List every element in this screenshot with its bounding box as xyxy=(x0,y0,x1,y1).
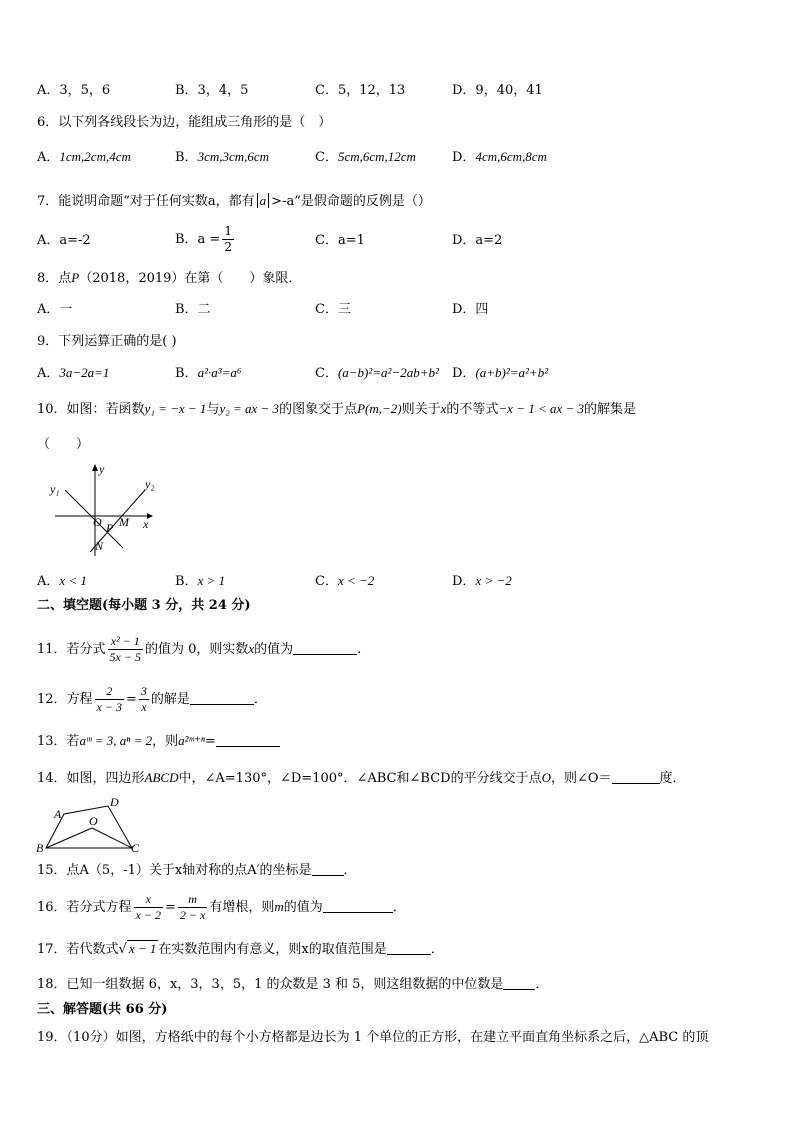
sqrt-expression: √ x − 1 xyxy=(118,941,157,957)
fig-label-y2: y₂ xyxy=(145,477,155,491)
q7-stem: 7．能说明命题“对于任何实数a，都有 a >-a”是假命题的反例是（） xyxy=(37,193,431,209)
q14: 14．如图，四边形ABCD中，∠A=130°，∠D=100°．∠ABC和∠BCD的平分线交于点O，则∠O＝ 度． xyxy=(37,770,686,786)
q13-answer-blank[interactable] xyxy=(216,733,280,747)
q14-answer-blank[interactable] xyxy=(612,770,660,784)
q9-option-c: C．(a−b)²=a²−2ab+b² xyxy=(315,365,439,381)
q10-option-b: B．x > 1 xyxy=(175,573,226,589)
fig-label-x: x xyxy=(143,517,149,531)
q8-option-c: C．三 xyxy=(315,302,351,317)
q10-figure xyxy=(45,460,160,560)
q12: 12．方程 $\frac{2}{x - 3}$ = $\frac{3}{x}$ 的解是 ． xyxy=(37,684,267,714)
fig-label-o: O xyxy=(89,814,98,828)
q5-option-d: D．9，40，41 xyxy=(452,83,543,98)
q11-answer-blank[interactable] xyxy=(293,641,357,655)
q13: 13．若aᵐ = 3, aⁿ = 2，则a²ᵐ⁺ⁿ= xyxy=(37,731,280,752)
y-axis-arrow-icon xyxy=(92,464,98,471)
q8-stem: 8．点P（2018，2019）在第（ ）象限． xyxy=(37,270,302,286)
section-2-heading: 二、填空题(每小题 3 分，共 24 分) xyxy=(37,598,251,613)
q16-answer-blank[interactable] xyxy=(323,899,393,913)
q6-option-a: A．1cm,2cm,4cm xyxy=(37,149,131,165)
q14-figure xyxy=(34,790,144,856)
q8-option-d: D．四 xyxy=(452,302,489,317)
q12-answer-blank[interactable] xyxy=(190,691,254,705)
q9-option-d: D．(a+b)²=a²+b² xyxy=(452,365,549,381)
bisector-bo xyxy=(46,828,92,848)
q8-option-a: A．一 xyxy=(37,302,73,317)
q7-option-b: B．a = $\frac{1}{2}$ xyxy=(175,224,232,254)
q10-stem: 10．如图：若函数y₁ = −x − 1与y₂ = ax − 3的图象交于点P(m,−2)则关于x的不等式−x − 1 < ax − 3的解集是 xyxy=(37,401,637,417)
q6-option-c: C．5cm,6cm,12cm xyxy=(315,149,416,165)
fig-label-p: P xyxy=(106,521,114,535)
q6-option-b: B．3cm,3cm,6cm xyxy=(175,149,270,165)
q6-option-d: D．4cm,6cm,8cm xyxy=(452,149,547,165)
fig-label-o: O xyxy=(93,515,102,529)
q7-option-a: A．a=-2 xyxy=(37,233,91,248)
q8-option-b: B．二 xyxy=(175,302,211,317)
q18: 18．已知一组数据 6，x，3，3，5，1 的众数是 3 和 5，则这组数据的中位数是 ． xyxy=(37,977,549,992)
q15: 15．点A（5，-1）关于x轴对称的点A′的坐标是 ． xyxy=(37,863,357,878)
q18-answer-blank[interactable] xyxy=(503,976,535,990)
fig-label-d: D xyxy=(110,795,119,809)
section-3-heading: 三、解答题(共 66 分) xyxy=(37,1002,168,1017)
fig-label-m: M xyxy=(119,515,129,529)
q5-option-a: A．3，5，6 xyxy=(37,83,111,98)
q17-answer-blank[interactable] xyxy=(387,941,431,955)
fig-label-c: C xyxy=(131,841,140,855)
fig-label-n: N xyxy=(95,539,104,553)
q10-option-a: A．x < 1 xyxy=(37,573,87,589)
q5-option-b: B．3，4，5 xyxy=(175,83,249,98)
q6-stem: 6．以下列各线段长为边，能组成三角形的是（ ） xyxy=(37,115,332,130)
q17: 17．若代数式√ x − 1 在实数范围内有意义，则x的取值范围是 ． xyxy=(37,939,444,960)
q9-option-b: B．a²·a³=a⁶ xyxy=(175,365,242,381)
q11: 11．若分式 $\frac{\text{x² − 1}}{5x - 5}$ 的值为 0，则实数x的值为 ． xyxy=(37,634,371,664)
q10-option-c: C．x < −2 xyxy=(315,573,375,589)
q7-option-d: D．a=2 xyxy=(452,233,503,248)
fig-label-a: A xyxy=(54,807,62,821)
q10-option-d: D．x > −2 xyxy=(452,573,512,589)
q19: 19．（10分）如图，方格纸中的每个小方格都是边长为 1 个单位的正方形，在建立平面直角坐标系之后，△ABC 的顶 xyxy=(37,1030,709,1045)
q5-option-c: C．5，12，13 xyxy=(315,83,406,98)
q9-stem: 9．下列运算正确的是( ) xyxy=(37,334,177,349)
fig-label-y1: y₁ xyxy=(50,482,60,496)
q10-paren: （ ） xyxy=(37,437,90,452)
fig-label-b: B xyxy=(36,841,44,855)
q9-option-a: A．3a−2a=1 xyxy=(37,365,110,381)
fig-label-y: y xyxy=(99,462,105,476)
q15-answer-blank[interactable] xyxy=(312,862,344,876)
q16: 16．若分式方程 $\frac{x}{x - 2}$ = $\frac{m}{2 - x}$ 有增根，则m的值为 ． xyxy=(37,892,406,922)
q7-option-c: C．a=1 xyxy=(315,233,365,248)
